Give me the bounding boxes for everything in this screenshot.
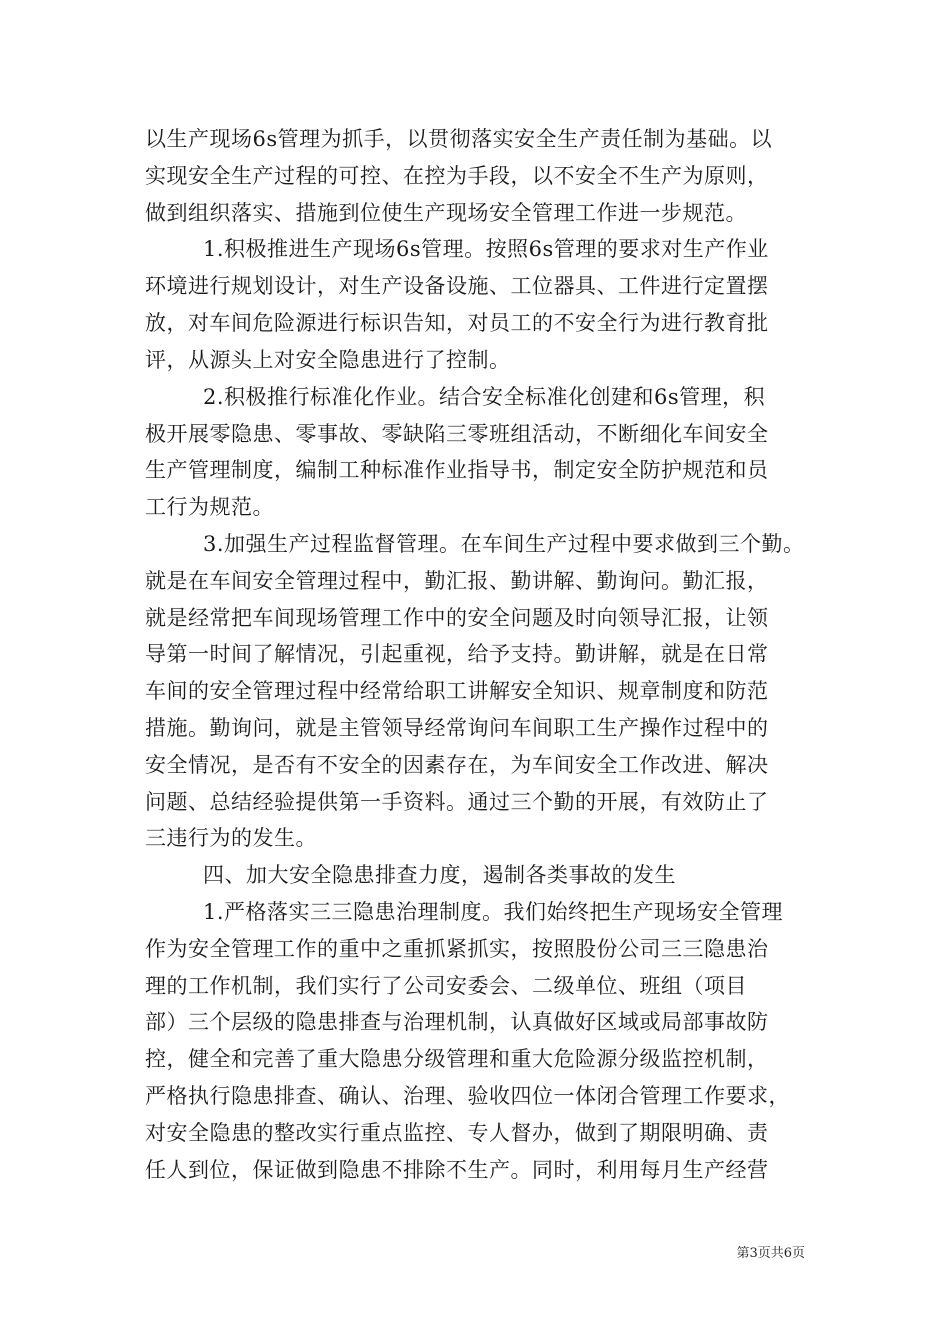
paragraph-line: 对安全隐患的整改实行重点监控、专人督办，做到了期限明确、责: [145, 1121, 769, 1145]
paragraph-line: 1.严格落实三三隐患治理制度。我们始终把生产现场安全管理: [203, 900, 784, 924]
paragraph-line: 控，健全和完善了重大隐患分级管理和重大危险源分级监控机制，: [145, 1047, 769, 1071]
paragraph-line: 1.积极推进生产现场6s管理。按照6s管理的要求对生产作业: [203, 237, 769, 261]
paragraph-line: 实现安全生产过程的可控、在控为手段，以不安全不生产为原则，: [145, 164, 769, 188]
section-heading: 四、加大安全隐患排查力度，遏制各类事故的发生: [203, 863, 676, 887]
paragraph-line: 环境进行规划设计，对生产设备设施、工位器具、工件进行定置摆: [145, 274, 769, 298]
paragraph-line: 就是经常把车间现场管理工作中的安全问题及时向领导汇报，让领: [145, 606, 769, 630]
paragraph-line: 作为安全管理工作的重中之重抓紧抓实，按照股份公司三三隐患治: [145, 937, 769, 961]
paragraph-line: 理的工作机制，我们实行了公司安委会、二级单位、班组（项目: [145, 974, 747, 998]
paragraph-line: 三违行为的发生。: [145, 826, 317, 850]
paragraph-line: 极开展零隐患、零事故、零缺陷三零班组活动，不断细化车间安全: [145, 422, 769, 446]
paragraph-line: 做到组织落实、措施到位使生产现场安全管理工作进一步规范。: [145, 201, 747, 225]
paragraph-line: 生产管理制度，编制工种标准作业指导书，制定安全防护规范和员: [145, 458, 769, 482]
paragraph-line: 导第一时间了解情况，引起重视，给予支持。勤讲解，就是在日常: [145, 642, 769, 666]
paragraph-line: 工行为规范。: [145, 495, 274, 519]
paragraph-line: 措施。勤询问，就是主管领导经常询问车间职工生产操作过程中的: [145, 716, 769, 740]
paragraph-line: 安全情况，是否有不安全的因素存在，为车间安全工作改进、解决: [145, 753, 769, 777]
paragraph-line: 就是在车间安全管理过程中，勤汇报、勤讲解、勤询问。勤汇报，: [145, 569, 769, 593]
paragraph-line: 以生产现场6s管理为抓手，以贯彻落实安全生产责任制为基础。以: [145, 127, 773, 151]
paragraph-line: 严格执行隐患排查、确认、治理、验收四位一体闭合管理工作要求，: [145, 1084, 790, 1108]
paragraph-line: 评，从源头上对安全隐患进行了控制。: [145, 348, 511, 372]
paragraph-line: 3.加强生产过程监督管理。在车间生产过程中要求做到三个勤。: [203, 532, 805, 556]
paragraph-line: 任人到位，保证做到隐患不排除不生产。同时，利用每月生产经营: [145, 1158, 769, 1182]
paragraph-line: 车间的安全管理过程中经常给职工讲解安全知识、规章制度和防范: [145, 679, 769, 703]
paragraph-line: 部）三个层级的隐患排查与治理机制，认真做好区域或局部事故防: [145, 1010, 769, 1034]
paragraph-line: 问题、总结经验提供第一手资料。通过三个勤的开展，有效防止了: [145, 790, 769, 814]
page-number: 第3页共6页: [736, 1246, 805, 1261]
paragraph-line: 2.积极推行标准化作业。结合安全标准化创建和6s管理，积: [203, 385, 766, 409]
paragraph-line: 放，对车间危险源进行标识告知，对员工的不安全行为进行教育批: [145, 311, 769, 335]
